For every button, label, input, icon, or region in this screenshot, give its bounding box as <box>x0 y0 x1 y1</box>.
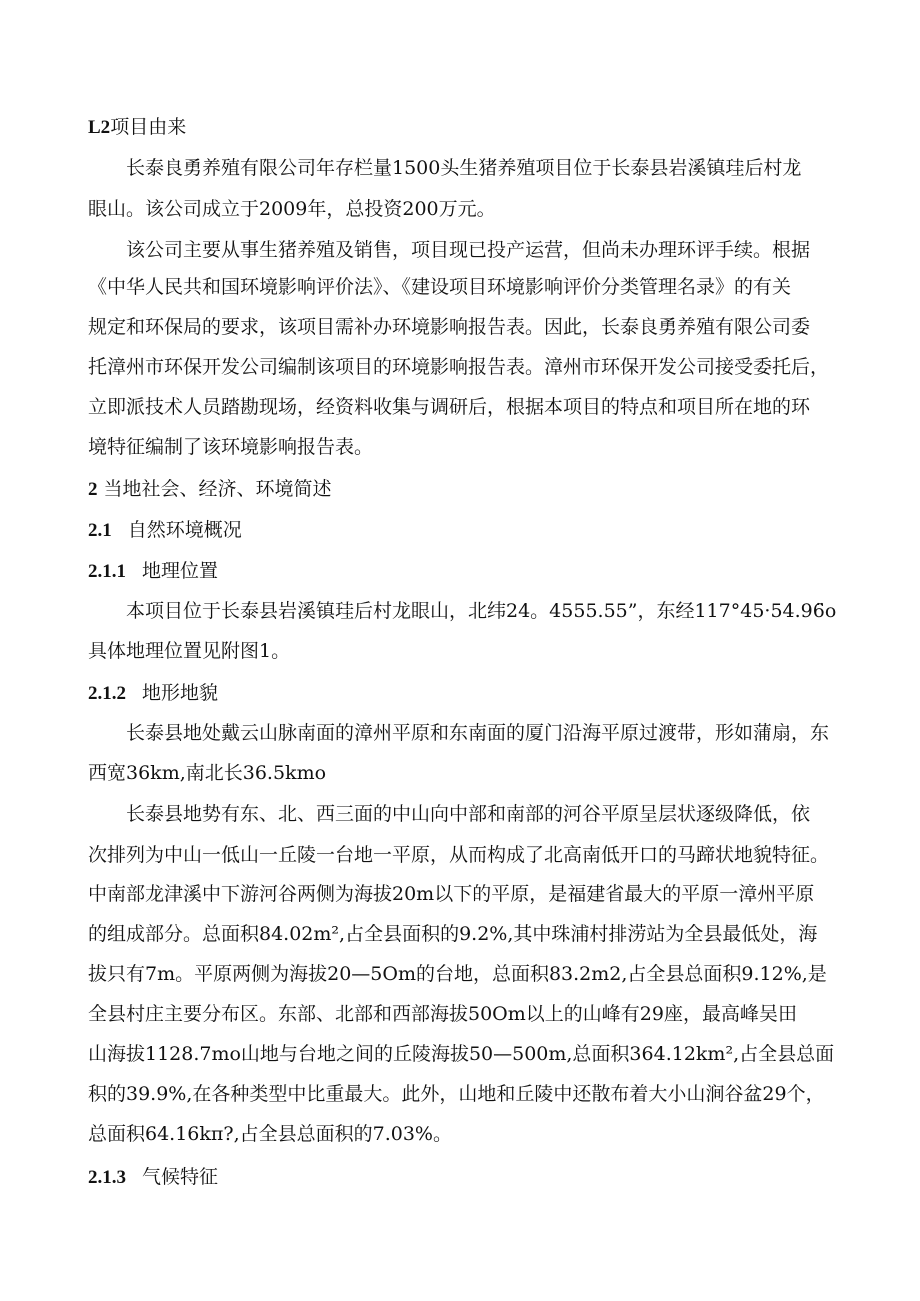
section-title: 当地社会、经济、环境简述 <box>103 478 332 500</box>
paragraph-line: 总面积64.16kπ?,占全县总面积的7.03%。 <box>88 1123 452 1145</box>
paragraph-line: 中南部龙津溪中下游河谷两侧为海拔20m以下的平原，是福建省最大的平原一漳州平原 <box>88 883 815 905</box>
section-heading-2-1 <box>88 517 242 544</box>
paragraph-line: 《中华人民共和国环境影响评价法》、《建设项目环境影响评价分类管理名录》的有关 <box>88 276 792 298</box>
section-title: 地形地貌 <box>142 682 219 704</box>
section-number: 2.1 <box>88 520 112 541</box>
paragraph-line: 积的39.9%,在各种类型中比重最大。此外，山地和丘陵中还散布着大小山涧谷盆29个， <box>88 1083 825 1105</box>
section-title: 地理位置 <box>142 560 219 582</box>
section-number: 2.1.2 <box>88 683 126 704</box>
section-number: L2 <box>88 117 111 138</box>
paragraph-line: 山海拔1128.7mo山地与台地之间的丘陵海拔50—500m,总面积364.12km²,占全县总面 <box>88 1043 835 1065</box>
paragraph-line: 西宽36km,南北长36.5kmo <box>88 762 327 784</box>
section-number: 2.1.3 <box>88 1167 126 1188</box>
paragraph-line: 的组成部分。总面积84.02m²,占全县面积的9.2%,其中珠浦村排涝站为全县最低处，海 <box>88 923 818 945</box>
section-heading-2-1-3 <box>88 1164 218 1191</box>
section-heading-1-2 <box>88 114 186 141</box>
section-heading-2 <box>88 476 332 503</box>
paragraph-line: 具体地理位置见附图1。 <box>88 640 291 662</box>
paragraph-line: 立即派技术人员踏勘现场，经资料收集与调研后，根据本项目的特点和项目所在地的环 <box>88 396 811 418</box>
section-title: 项目由来 <box>110 116 187 138</box>
paragraph-line: 次排列为中山一低山一丘陵一台地一平原，从而构成了北高南低开口的马蹄状地貌特征。 <box>88 844 830 866</box>
section-heading-2-1-1 <box>88 558 218 585</box>
paragraph-line: 长泰良勇养殖有限公司年存栏量1500头生猪养殖项目位于长泰县岩溪镇珪后村龙 <box>126 157 802 179</box>
paragraph-line: 眼山。该公司成立于2009年，总投资200万元。 <box>88 198 496 220</box>
paragraph-line: 托漳州市环保开发公司编制该项目的环境影响报告表。漳州市环保开发公司接受委托后， <box>88 356 830 378</box>
paragraph-line: 该公司主要从事生猪养殖及销售，项目现已投产运营，但尚未办理环评手续。根据 <box>126 239 811 261</box>
paragraph-line: 规定和环保局的要求，该项目需补办环境影响报告表。因此，长泰良勇养殖有限公司委 <box>88 316 811 338</box>
paragraph-line: 长泰县地势有东、北、西三面的中山向中部和南部的河谷平原呈层状逐级降低，依 <box>126 803 811 825</box>
section-title: 气候特征 <box>142 1166 219 1188</box>
section-number: 2.1.1 <box>88 561 126 582</box>
section-title: 自然环境概况 <box>127 519 242 541</box>
paragraph-line: 本项目位于长泰县岩溪镇珪后村龙眼山，北纬24。4555.55”，东经117°45·54.96̈o <box>126 600 837 622</box>
section-heading-2-1-2 <box>88 680 218 707</box>
paragraph-line: 长泰县地处戴云山脉南面的漳州平原和东南面的厦门沿海平原过渡带，形如蒲扇，东 <box>126 722 830 744</box>
paragraph-line: 境特征编制了该环境影响报告表。 <box>88 436 374 458</box>
paragraph-line: 全县村庄主要分布区。东部、北部和西部海拔50Om以上的山峰有29座，最高峰吴田 <box>88 1003 797 1025</box>
section-number: 2 <box>88 479 98 500</box>
paragraph-line: 拔只有7m。平原两侧为海拔20—5Om的台地，总面积83.2m2,占全县总面积9.12%,是 <box>88 963 827 985</box>
